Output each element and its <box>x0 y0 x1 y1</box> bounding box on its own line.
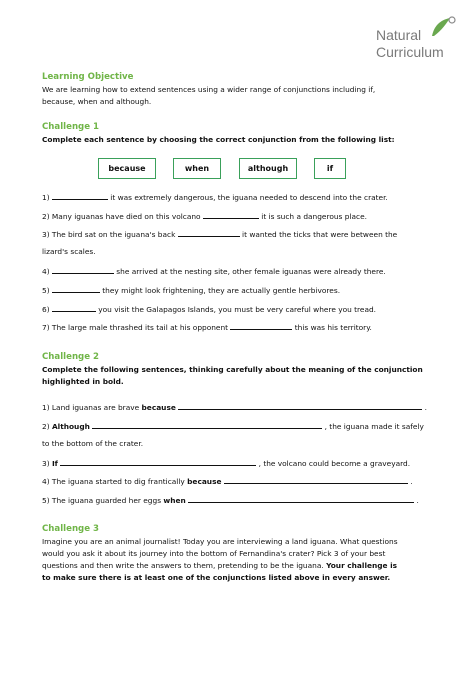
challenge2-instruction-line1: Complete the following sentences, thinking carefully about the meaning of the conjunction <box>42 365 423 374</box>
c1-sentence-5: 5) they might look frightening, they are actually gentle herbivores. <box>42 286 341 295</box>
answer-blank[interactable] <box>230 322 292 330</box>
answer-blank[interactable] <box>52 285 100 293</box>
c1-sentence-6: 6) you visit the Galapagos Islands, you must be very careful where you tread. <box>42 305 377 314</box>
leaf-icon <box>424 14 464 40</box>
challenge1-heading: Challenge 1 <box>42 122 100 132</box>
challenge3-text-line3: questions and then write the answers to them, pretending to be the iguana. Your challenge is <box>42 561 398 570</box>
c2-sentence-2-cont: to the bottom of the crater. <box>42 439 144 448</box>
learning-objective-heading: Learning Objective <box>42 72 134 82</box>
challenge3-text-line4: to make sure there is at least one of the conjunctions listed above in every answer. <box>42 573 391 582</box>
answer-blank[interactable] <box>188 495 414 503</box>
option-if: if <box>314 158 346 179</box>
objective-text-line1: We are learning how to extend sentences using a wider range of conjunctions including if, <box>42 85 376 94</box>
option-when: when <box>173 158 221 179</box>
option-although: although <box>239 158 297 179</box>
challenge2-heading: Challenge 2 <box>42 352 100 362</box>
objective-text-line2: because, when and although. <box>42 97 152 106</box>
answer-blank[interactable] <box>92 421 322 429</box>
conjunction-options <box>98 158 358 180</box>
answer-blank[interactable] <box>203 211 259 219</box>
option-because: because <box>98 158 156 179</box>
answer-blank[interactable] <box>52 192 108 200</box>
answer-blank[interactable] <box>60 458 256 466</box>
challenge3-heading: Challenge 3 <box>42 524 100 534</box>
challenge2-instruction-line2: highlighted in bold. <box>42 377 124 386</box>
answer-blank[interactable] <box>52 304 96 312</box>
c1-sentence-3: 3) The bird sat on the iguana's back it wanted the ticks that were between the <box>42 230 398 239</box>
challenge3-text-line1: Imagine you are an animal journalist! Today you are interviewing a land iguana. What questions <box>42 537 398 546</box>
c2-sentence-3: 3) If , the volcano could become a graveyard. <box>42 459 411 468</box>
c1-sentence-3-cont: lizard's scales. <box>42 247 96 256</box>
challenge3-text-line2: would you ask it about its journey into the bottom of Fernandina's crater? Pick 3 of your best <box>42 549 386 558</box>
logo-text-natural: Natural <box>376 27 422 43</box>
c1-sentence-1: 1) it was extremely dangerous, the iguana needed to descend into the crater. <box>42 193 388 202</box>
challenge1-instruction: Complete each sentence by choosing the correct conjunction from the following list: <box>42 135 395 144</box>
c2-sentence-1: 1) Land iguanas are brave because . <box>42 403 427 412</box>
c2-sentence-5: 5) The iguana guarded her eggs when . <box>42 496 419 505</box>
c1-sentence-4: 4) she arrived at the nesting site, other female iguanas were already there. <box>42 267 386 276</box>
c2-sentence-2: 2) Although , the iguana made it safely <box>42 422 424 431</box>
natural-curriculum-logo <box>374 14 464 64</box>
answer-blank[interactable] <box>224 476 408 484</box>
c1-sentence-2: 2) Many iguanas have died on this volcano it is such a dangerous place. <box>42 212 367 221</box>
logo-text-curriculum: Curriculum <box>376 44 444 60</box>
answer-blank[interactable] <box>178 229 240 237</box>
c1-sentence-7: 7) The large male thrashed its tail at his opponent this was his territory. <box>42 323 372 332</box>
answer-blank[interactable] <box>178 402 422 410</box>
answer-blank[interactable] <box>52 266 114 274</box>
c2-sentence-4: 4) The iguana started to dig frantically because . <box>42 477 413 486</box>
